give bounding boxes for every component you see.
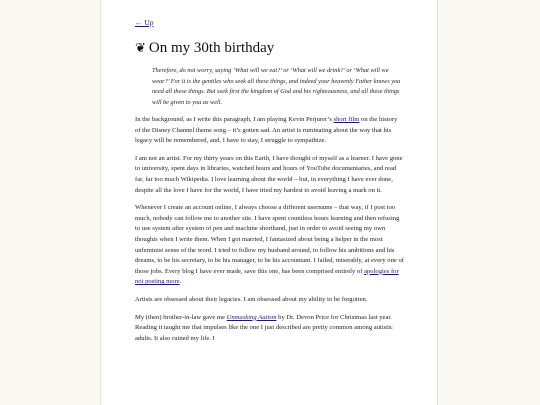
- book-title: Unmasking Autism: [226, 313, 277, 321]
- paragraph-4: Artists are obsessed about their legacies. I am obsessed about my ability to be forgotten.: [135, 295, 368, 303]
- paragraph-5-text-a: My (then) brother-in-law gave me: [135, 313, 227, 321]
- paragraph-1: [135, 115, 404, 147]
- fleuron-icon: ❦: [135, 40, 146, 55]
- paragraph-3: [135, 203, 404, 288]
- post-title: [135, 39, 404, 57]
- paragraph-2: I am not an artist. For my thirty years on this Earth, I have thought of myself as a learner. I have gone to university, spent days in libraries, watched hours and hours of YouTube documentaries, and read far, far too much Wikipedia. I love learning about the world – but, in everything I have ever done, despite all the love I have for the world, I have tried my hardest to avoid leaving a mark on it.: [135, 154, 403, 194]
- short-film-link[interactable]: short film: [333, 116, 360, 123]
- paragraph-5-text-b: by Dr. Devon Price for Christmas last year. Reading it taught me that impulses like the one I just described are pretty common among autistic adults. It also ruined my life. I: [135, 313, 393, 342]
- paragraph-5: [135, 313, 404, 345]
- paragraph-3-text-b: .: [179, 278, 182, 286]
- article-page: [100, 0, 438, 405]
- paragraph-1-text-b: on the history of the Disney Channel theme song – it’s gotten sad. An artist is ruminating about the way that his legacy will be remembered, and, I have to stay, I struggle to sympathize.: [135, 116, 398, 145]
- epigraph: Therefore, do not worry, saying ‘What will we eat?’ or ‘What will we drink?’ or ‘What will we wear?’ For it is the gentiles who seek all these things, and indeed your heavenly Father knows you need all these things. But seek first the kingdom of God and his righteousness, and all these things will be given to you as well.: [152, 67, 401, 106]
- paragraph-3-text-a: Whenever I create an account online, I always choose a different username – that way, if I post too much, nobody can follow me to another site. I have spent countless hours learning and then refusing to use system after system of pen and machine shorthand, just in order to avoid seeing my own thoughts when I write them. When I got married, I fantasized about being a helper in the most unfeminist sense of the word. I tried to follow my husband around, to follow his ambitions and his dreams, to be his secretary, to be his manager, to be his accountant. I failed, miserably, at every one of those jobs. Every blog I have ever made, save this one, has been comprised entirely of: [135, 204, 404, 275]
- post-title-text: On my 30th birthday: [148, 40, 275, 56]
- up-link[interactable]: ← Up: [135, 18, 154, 27]
- paragraph-1-text-a: In the background, as I write this paragraph, I am playing Kevin Perjurer’s: [135, 116, 334, 123]
- apologies-link[interactable]: apologies for not posting more: [135, 267, 399, 286]
- unmasking-autism-link[interactable]: [227, 314, 277, 321]
